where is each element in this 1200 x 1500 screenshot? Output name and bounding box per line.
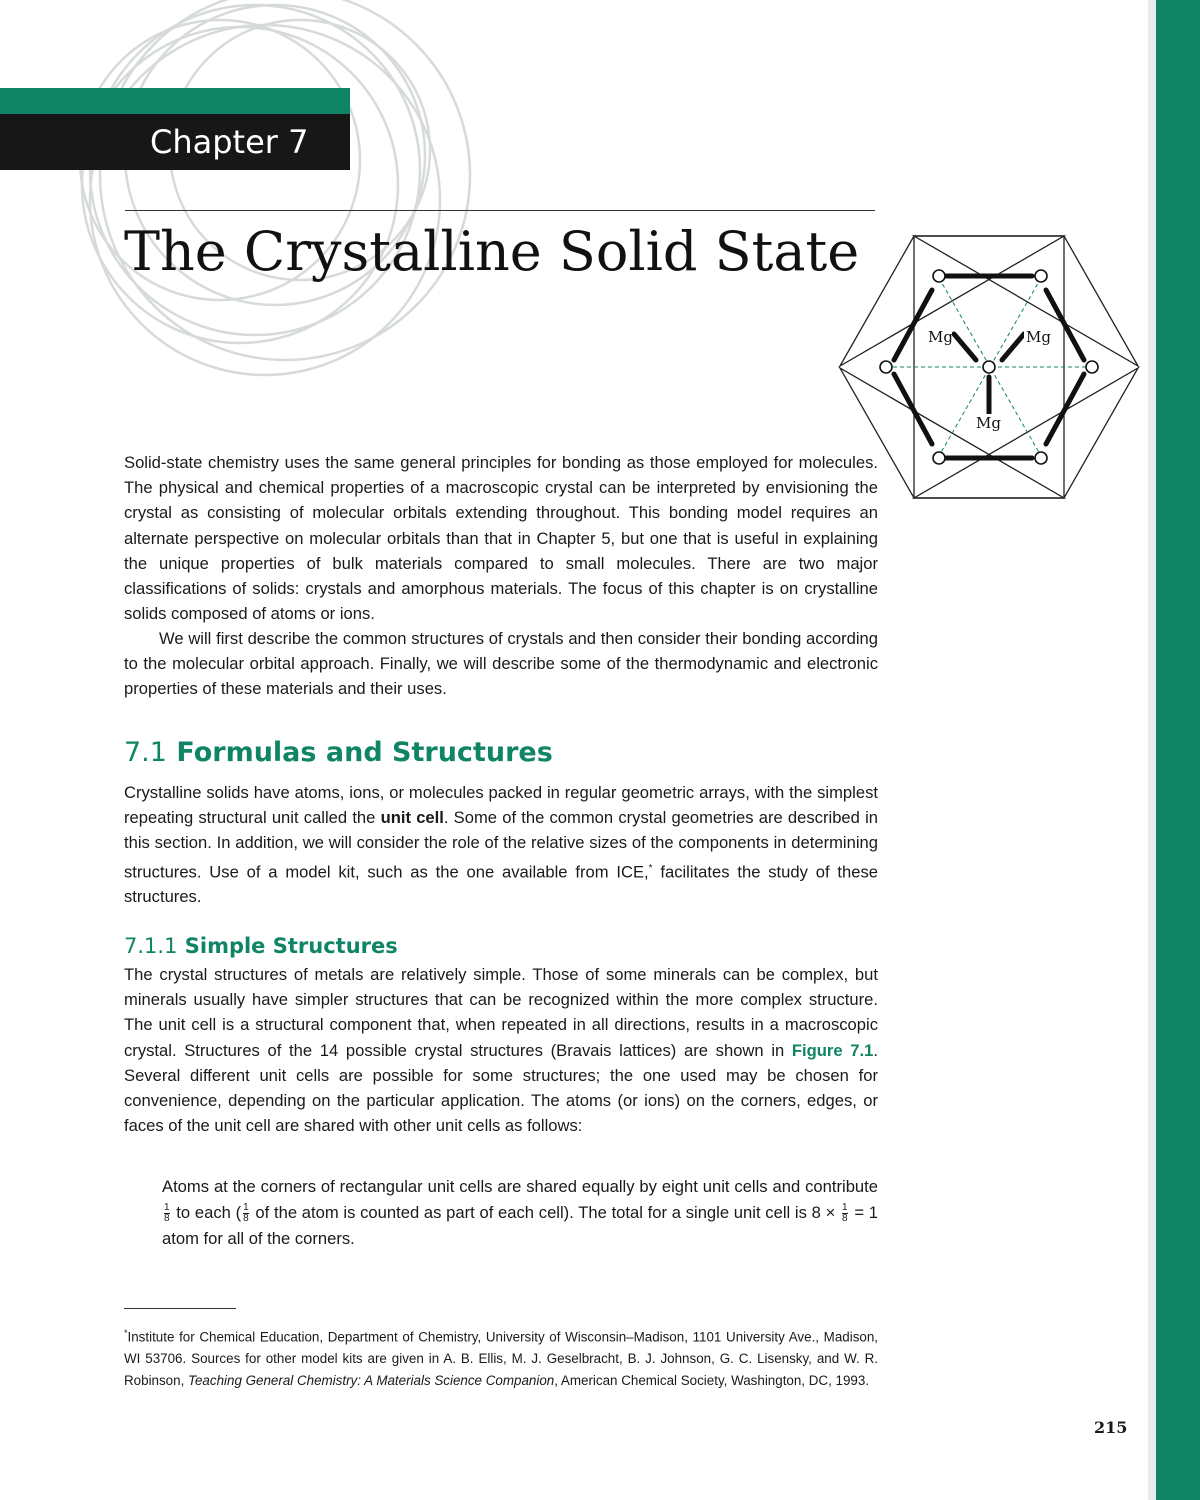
frac-num: 1	[842, 1201, 848, 1213]
subsection-title: Simple Structures	[184, 934, 398, 958]
mg-label: Mg	[928, 328, 953, 346]
left-triangle-up	[840, 236, 1064, 366]
chapter-label: Chapter 7	[150, 123, 309, 161]
fraction-one-eighth	[842, 1203, 848, 1224]
text-run: The crystal structures of metals are relatively simple. Those of some minerals can be complex, but minerals usually have simpler structures that can be recognized within the more complex structure. The unit cell is a structural component that, when repeated in all directions, results in a macroscopic crystal. Structures of the 14 possible crystal structures (Bravais lattices) are shown in	[124, 965, 878, 1060]
text-run: facilitates the study of these structures.	[124, 862, 878, 907]
side-stripe-edge	[1148, 0, 1156, 1500]
subsection-number: 7.1.1	[124, 934, 178, 958]
term-unit-cell: unit cell	[380, 808, 444, 828]
text-run: . Some of the common crystal geometries are described in this section. In addition, we will consider the role of the relative sizes of the components in determining structures. Use of a model kit, such as the one available from ICE,	[124, 808, 878, 882]
lower-triangle	[914, 368, 1138, 498]
title-rule	[125, 210, 875, 211]
chapter-title: The Crystalline Solid State	[124, 220, 860, 283]
text-run: = 1 atom for all of the corners.	[162, 1202, 878, 1248]
oxygen-atom	[933, 270, 945, 282]
corner-sharing-rule	[162, 1174, 878, 1251]
fraction-one-eighth	[164, 1203, 170, 1224]
mg-o-crystal-figure	[836, 232, 1142, 504]
oxygen-atom	[1086, 361, 1098, 373]
frac-num: 1	[164, 1201, 170, 1213]
footnote-book-title: Teaching General Chemistry: A Materials Science Companion	[188, 1373, 555, 1389]
text-run: to each (	[171, 1202, 242, 1222]
frac-num: 1	[243, 1201, 249, 1213]
oxygen-atom	[983, 361, 995, 373]
section-heading-7-1-1	[124, 930, 398, 962]
oxygen-atom	[933, 452, 945, 464]
section-7-1-paragraph	[124, 780, 878, 910]
oxygen-atom	[880, 361, 892, 373]
text-run: of the atom is counted as part of each cell). The total for a single unit cell is 8 ×	[250, 1202, 841, 1222]
intro-paragraph-1: Solid-state chemistry uses the same general principles for bonding as those employed for molecules. The physical and chemical properties of a macroscopic crystal can be interpreted by envisioning the crystal as consisting of molecular orbitals extending throughout. This bonding model requires an alternate perspective on molecular orbitals than that in Chapter 5, but one that is useful in explaining the unique properties of bulk materials compared to small molecules. There are two major classifications of solids: crystals and amorphous materials. The focus of this chapter is on crystalline solids composed of atoms or ions.	[124, 453, 878, 624]
mg-label: Mg	[1026, 328, 1051, 346]
figure-7-1-link[interactable]: Figure 7.1	[791, 1040, 874, 1060]
oxygen-atom	[1035, 452, 1047, 464]
frac-den: 8	[164, 1212, 170, 1224]
footnote-rule	[124, 1308, 236, 1309]
mg-label: Mg	[976, 414, 1001, 432]
page-number: 215	[1094, 1418, 1128, 1437]
upper-triangle	[914, 236, 1138, 366]
section-number: 7.1	[124, 737, 167, 768]
section-title: Formulas and Structures	[176, 737, 553, 768]
footnote-marker[interactable]: *	[648, 862, 653, 874]
section-7-1-1-paragraph	[124, 962, 878, 1138]
chapter-band-green	[0, 88, 350, 114]
frac-den: 8	[243, 1212, 249, 1224]
footnote-text-end: , American Chemical Society, Washington, DC, 1993.	[554, 1373, 870, 1389]
section-heading-7-1	[124, 733, 553, 773]
intro-paragraph-2: We will first describe the common structures of crystals and then consider their bonding according to the molecular orbital approach. Finally, we will describe some of the thermodynamic and electronic properties of these materials and their uses.	[124, 629, 878, 699]
text-run: Crystalline solids have atoms, ions, or molecules packed in regular geometric arrays, with the simplest repeating structural unit called the	[124, 783, 878, 828]
footnote	[124, 1322, 878, 1392]
footnote-mark: *	[124, 1328, 128, 1338]
oxygen-atom	[1035, 270, 1047, 282]
fraction-one-eighth	[243, 1203, 249, 1224]
footnote-text: Institute for Chemical Education, Department of Chemistry, University of Wisconsin–Madison, 1101 University Ave., Madison, WI 53706. Sources for other model kits are given in A. B. Ellis, M. J. Geselbracht, B. J. Johnson, G. C. Lisensky, and W. R. Robinson,	[124, 1329, 878, 1389]
text-run: Atoms at the corners of rectangular unit cells are shared equally by eight unit cells and contribute	[162, 1177, 878, 1196]
text-run: . Several different unit cells are possible for some structures; the one used may be chosen for convenience, depending on the particular application. The atoms (or ions) on the corners, edges, or faces of the unit cell are shared with other unit cells as follows:	[124, 1040, 878, 1136]
frac-den: 8	[842, 1212, 848, 1224]
